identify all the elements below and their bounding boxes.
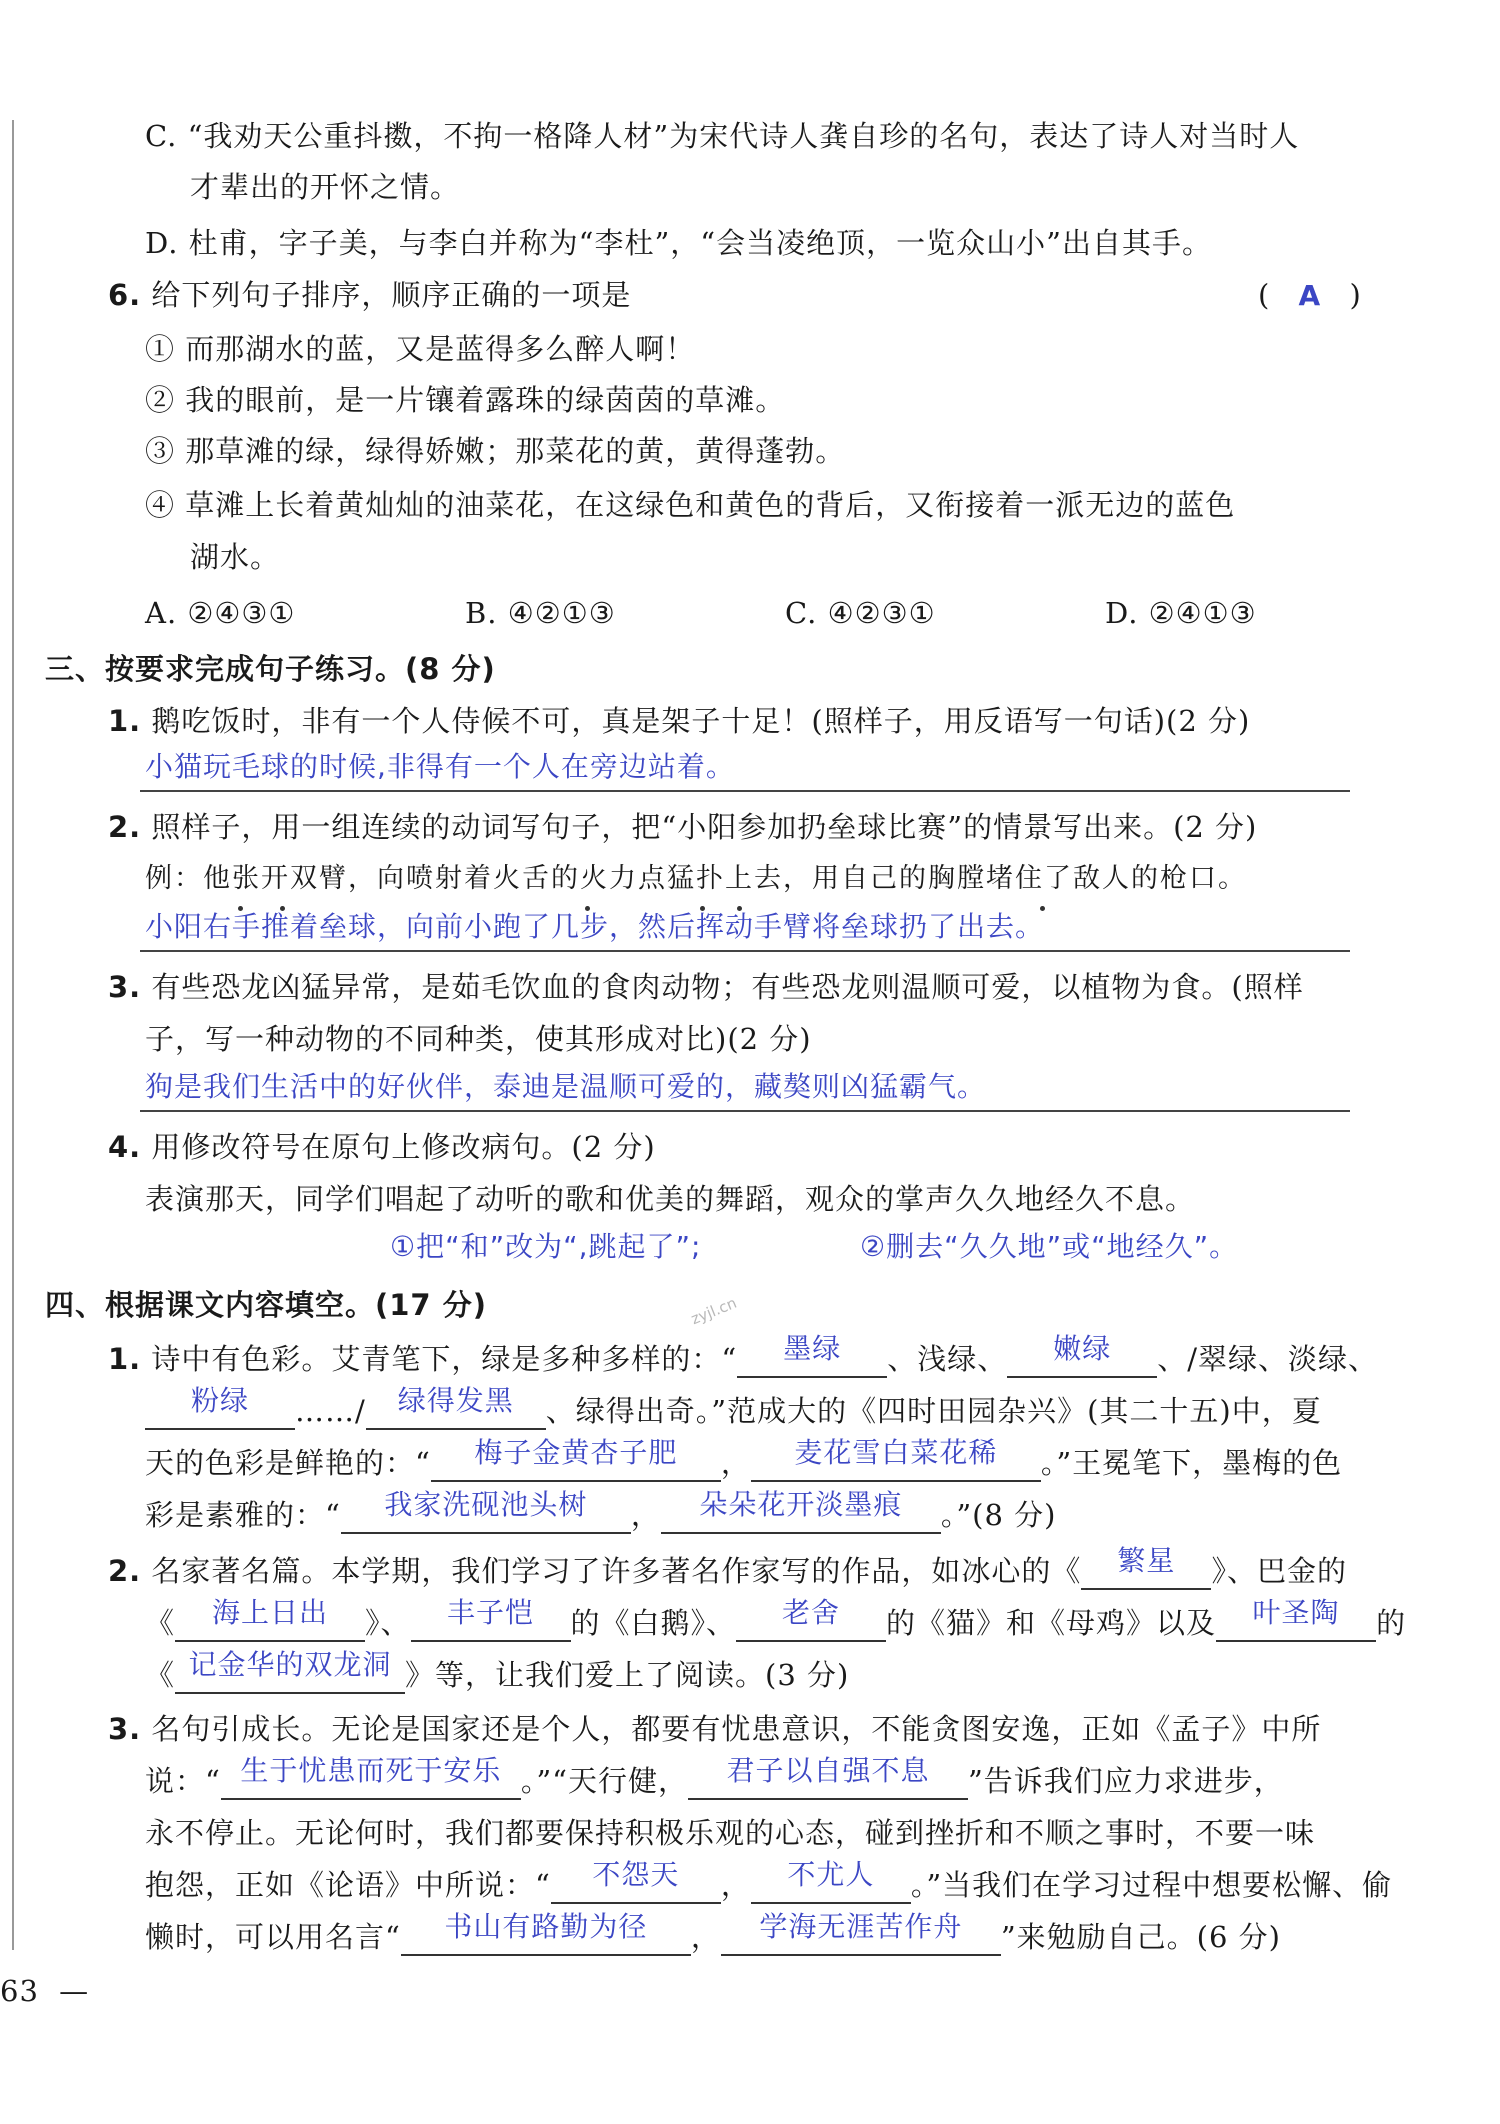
sec4-q2-number: 2. — [108, 1554, 142, 1588]
text: 《 — [145, 1606, 176, 1640]
fill-blank — [751, 1436, 1041, 1482]
text: ”告诉我们应力求进步， — [967, 1764, 1284, 1798]
blank-answer: 绿得发黑 — [397, 1384, 514, 1417]
blank-answer: 生于忧患而死于安乐 — [240, 1754, 502, 1787]
blank-answer: 麦花雪白菜花稀 — [794, 1436, 998, 1469]
watermark: zyjl.cn — [688, 1293, 740, 1329]
sec3-q1-number: 1. — [108, 704, 142, 738]
answer-line — [140, 950, 1350, 952]
paren-open: ( — [1258, 278, 1271, 312]
sec4-q2-line2 — [145, 1596, 1407, 1642]
fill-blank — [175, 1596, 365, 1642]
text: 、浅绿、 — [887, 1342, 1008, 1376]
text: ， — [720, 1446, 751, 1480]
fill-blank — [411, 1596, 571, 1642]
sec3-q3-line2: 子，写一种动物的不同种类，使其形成对比)(2 分) — [145, 1022, 812, 1056]
sec3-q2 — [108, 808, 1257, 846]
blank-answer: 我家洗砚池头树 — [384, 1488, 588, 1521]
text: 》、巴金的 — [1211, 1554, 1347, 1588]
q6-sentence-2: ② 我的眼前，是一片镶着露珠的绿茵茵的草滩。 — [145, 383, 786, 417]
q6-sentence-4-line2: 湖水。 — [190, 540, 281, 574]
sec4-q1-line1 — [108, 1332, 1379, 1378]
blank-answer: 梅子金黄杏子肥 — [474, 1436, 678, 1469]
blank-answer: 老舍 — [782, 1596, 841, 1629]
fill-blank — [145, 1384, 295, 1430]
text: 的 — [1376, 1606, 1407, 1640]
fill-blank — [1216, 1596, 1376, 1642]
blank-answer: 叶圣陶 — [1252, 1596, 1340, 1629]
q6-sentence-4-line1: ④ 草滩上长着黄灿灿的油菜花，在这绿色和黄色的背后，又衔接着一派无边的蓝色 — [145, 488, 1236, 522]
blank-answer: 学海无涯苦作舟 — [759, 1910, 963, 1943]
q6-answer: A — [1298, 279, 1322, 312]
blank-answer: 海上日出 — [212, 1596, 329, 1629]
q6-sentence-1: ① 而那湖水的蓝，又是蓝得多么醉人啊！ — [145, 332, 696, 366]
text: 抱怨，正如《论语》中所说：“ — [145, 1868, 551, 1902]
sec3-q2-number: 2. — [108, 810, 142, 844]
sec3-q4-text: 用修改符号在原句上修改病句。(2 分) — [151, 1130, 656, 1164]
q6-sentence-3: ③ 那草滩的绿，绿得娇嫩；那菜花的黄，黄得蓬勃。 — [145, 434, 846, 468]
sec3-q2-example: 例：他张开双臂，向喷射着火舌的火力点猛扑上去，用自己的胸膛堵住了敌人的枪口。 — [145, 863, 1247, 894]
blank-answer: 书山有路勤为径 — [444, 1910, 648, 1943]
text: ……/ — [295, 1394, 366, 1428]
text: 《 — [145, 1658, 176, 1692]
sec4-q3-line4 — [145, 1858, 1393, 1904]
sec3-q4-answer-2: ②删去“久久地”或“地经久”。 — [860, 1230, 1239, 1263]
blank-answer: 粉绿 — [190, 1384, 249, 1417]
blank-answer: 丰子恺 — [447, 1596, 535, 1629]
text: 天的色彩是鲜艳的：“ — [145, 1446, 431, 1480]
fill-blank — [661, 1488, 941, 1534]
text: 。”“天行健， — [520, 1764, 688, 1798]
fill-blank — [221, 1754, 521, 1800]
sec3-q3-line1 — [108, 968, 1304, 1006]
text: 的《白鹅》、 — [570, 1606, 737, 1640]
text: 名家著名篇。本学期，我们学习了许多著名作家写的作品，如冰心的《 — [151, 1554, 1082, 1588]
q6-option-b: B. ④②①③ — [465, 596, 616, 630]
sec4-q1-line4 — [145, 1488, 1057, 1534]
fill-blank — [1081, 1544, 1211, 1590]
fill-blank — [688, 1754, 968, 1800]
blank-answer: 朵朵花开淡墨痕 — [699, 1488, 903, 1521]
fill-blank — [751, 1858, 911, 1904]
sec3-q4 — [108, 1128, 656, 1166]
q6-question: 给下列句子排序，顺序正确的一项是 — [151, 278, 632, 312]
fill-blank — [1007, 1332, 1157, 1378]
text: 》、 — [365, 1606, 411, 1640]
sec4-q1-line2 — [145, 1384, 1322, 1430]
q6-option-a: A. ②④③① — [145, 596, 296, 630]
text: 、/翠绿、淡绿、 — [1157, 1342, 1379, 1376]
sec3-q1-text: 鹅吃饭时，非有一个人侍候不可，真是架子十足！(照样子，用反语写一句话)(2 分) — [151, 704, 1251, 738]
sec3-q3-number: 3. — [108, 970, 142, 1004]
blank-answer: 记金华的双龙洞 — [188, 1648, 392, 1681]
sec3-q3-text: 有些恐龙凶猛异常，是茹毛饮血的食肉动物；有些恐龙则温顺可爱，以植物为食。(照样 — [151, 970, 1304, 1004]
blank-answer: 君子以自强不息 — [726, 1754, 930, 1787]
fill-blank — [721, 1910, 1001, 1956]
sec4-q3-line1 — [108, 1710, 1321, 1748]
q6-option-c: C. ④②③① — [785, 596, 936, 630]
paren-close: ) — [1349, 278, 1362, 312]
fill-blank — [551, 1858, 721, 1904]
section4-title: 四、根据课文内容填空。(17 分) — [45, 1288, 487, 1322]
sec3-q4-sentence: 表演那天，同学们唱起了动听的歌和优美的舞蹈，观众的掌声久久地经久不息。 — [145, 1182, 1196, 1216]
text: 的《猫》和《母鸡》以及 — [886, 1606, 1217, 1640]
answer-line — [140, 1110, 1350, 1112]
sec4-q2-line3 — [145, 1648, 850, 1694]
fill-blank — [366, 1384, 546, 1430]
page-number — [0, 1972, 89, 2010]
answer-line — [140, 790, 1350, 792]
text: 。”当我们在学习过程中想要松懈、偷 — [910, 1868, 1393, 1902]
text: 诗中有色彩。艾青笔下，绿是多种多样的：“ — [151, 1342, 738, 1376]
text: ， — [720, 1868, 751, 1902]
sec3-q2-text: 照样子，用一组连续的动词写句子，把“小阳参加扔垒球比赛”的情景写出来。(2 分) — [151, 810, 1258, 844]
sec3-q1 — [108, 702, 1250, 740]
text: 》等，让我们爱上了阅读。(3 分) — [405, 1658, 850, 1692]
fill-blank — [401, 1910, 691, 1956]
text: 说：“ — [145, 1764, 221, 1798]
page-dash: — — [59, 1974, 90, 2008]
blank-answer: 嫩绿 — [1053, 1332, 1112, 1365]
blank-answer: 不怨天 — [592, 1858, 680, 1891]
margin-line — [12, 120, 14, 1950]
sec3-q2-answer: 小阳右手推着垒球，向前小跑了几步，然后挥动手臂将垒球扔了出去。 — [145, 910, 1045, 943]
text: ， — [630, 1498, 661, 1532]
sec3-q1-answer: 小猫玩毛球的时候,非得有一个人在旁边站着。 — [145, 750, 735, 783]
text: 懒时，可以用名言“ — [145, 1920, 401, 1954]
q5-option-c-line1: C. “我劝天公重抖擞，不拘一格降人材”为宋代诗人龚自珍的名句，表达了诗人对当时人 — [145, 119, 1300, 153]
sec4-q1-line3 — [145, 1436, 1343, 1482]
sec4-q3-line5 — [145, 1910, 1281, 1956]
text: 名句引成长。无论是国家还是个人，都要有忧患意识，不能贪图安逸，正如《孟子》中所 — [151, 1712, 1322, 1746]
q6-answer-box — [1258, 276, 1362, 315]
text: 、绿得出奇。”范成大的《四时田园杂兴》(其二十五)中，夏 — [545, 1394, 1322, 1428]
blank-answer: 繁星 — [1117, 1544, 1176, 1577]
sec4-q3-number: 3. — [108, 1712, 142, 1746]
fill-blank — [431, 1436, 721, 1482]
fill-blank — [175, 1648, 405, 1694]
text: 。”(8 分) — [940, 1498, 1057, 1532]
q6-stem — [108, 276, 631, 314]
text: ， — [690, 1920, 721, 1954]
fill-blank — [341, 1488, 631, 1534]
fill-blank — [737, 1332, 887, 1378]
page-number-value: 63 — [0, 1974, 39, 2008]
blank-answer: 不尤人 — [787, 1858, 875, 1891]
sec3-q4-answer-1: ①把“和”改为“,跳起了”; — [390, 1230, 702, 1263]
sec3-q3-answer: 狗是我们生活中的好伙伴，泰迪是温顺可爱的，藏獒则凶猛霸气。 — [145, 1070, 987, 1103]
text: ”来勉励自己。(6 分) — [1000, 1920, 1281, 1954]
sec4-q3-line3: 永不停止。无论何时，我们都要保持积极乐观的心态，碰到挫折和不顺之事时，不要一味 — [145, 1816, 1316, 1850]
sec4-q2-line1 — [108, 1544, 1347, 1590]
blank-answer: 墨绿 — [783, 1332, 842, 1365]
text: 。”王冕笔下，墨梅的色 — [1040, 1446, 1343, 1480]
section3-title: 三、按要求完成句子练习。(8 分) — [45, 652, 496, 686]
sec3-q4-number: 4. — [108, 1130, 142, 1164]
q5-option-d: D. 杜甫，字子美，与李白并称为“李杜”，“会当凌绝顶，一览众山小”出自其手。 — [145, 226, 1212, 260]
sec4-q3-line2 — [145, 1754, 1284, 1800]
q5-option-c-line2: 才辈出的开怀之情。 — [190, 170, 461, 204]
q6-option-d: D. ②④①③ — [1105, 596, 1257, 630]
q6-number: 6. — [108, 278, 142, 312]
text: 彩是素雅的：“ — [145, 1498, 341, 1532]
fill-blank — [736, 1596, 886, 1642]
sec4-q1-number: 1. — [108, 1342, 142, 1376]
